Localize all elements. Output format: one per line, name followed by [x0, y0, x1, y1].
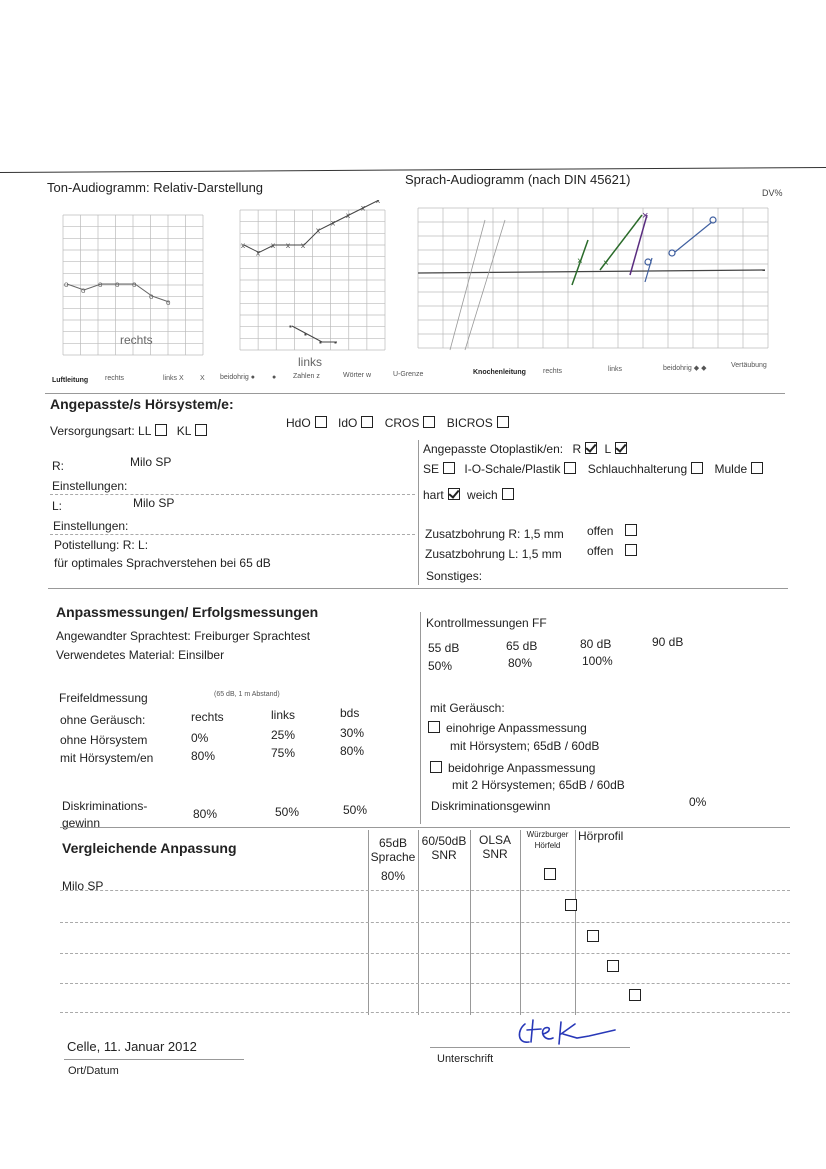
wue-checkbox-1[interactable] [544, 868, 556, 880]
sonstiges-label: Sonstiges: [426, 569, 483, 583]
hdo-checkbox[interactable] [315, 416, 327, 428]
material: Verwendetes Material: Einsilber [56, 648, 225, 662]
einstellungen-r: Einstellungen: [52, 479, 128, 493]
table-top-rule [60, 827, 790, 828]
table-row-rule [60, 922, 790, 923]
curve-r-point-4: o [132, 280, 137, 289]
beidohrig-checkbox[interactable] [430, 761, 442, 773]
schlauch-checkbox[interactable] [691, 462, 703, 474]
versorgungsart-label: Versorgungsart: LL [50, 424, 152, 438]
curve-l-point-0: x [241, 241, 245, 250]
vergleich-heading: Vergleichende Anpassung [62, 840, 237, 856]
freifeld-note: (65 dB, 1 m Abstand) [214, 691, 280, 698]
beidohrig-label: beidohrige Anpassmessung [448, 761, 596, 775]
col-bds: bds [340, 706, 360, 720]
bicros-checkbox[interactable] [497, 416, 509, 428]
row1-name: Milo SP [62, 879, 104, 893]
weich-checkbox[interactable] [502, 488, 514, 500]
label-right-ear: rechts [120, 333, 153, 347]
wue-checkbox-4[interactable] [607, 960, 619, 972]
col-wuerzburger [520, 829, 575, 851]
l-device: Milo SP [133, 496, 175, 510]
legend-beidohrig: beidohrig ● [220, 374, 255, 381]
einohrig-checkbox[interactable] [428, 721, 440, 733]
zusatzbohrung-r: Zusatzbohrung R: 1,5 mm [425, 527, 564, 541]
legend-rechts2: rechts [543, 368, 563, 375]
ort-datum-value: Celle, 11. Januar 2012 [67, 1039, 197, 1054]
curve-r-point-6: o [166, 298, 171, 307]
table-row-rule [60, 983, 790, 984]
k-90: 90 dB [652, 635, 684, 649]
curve-l-point-6: x [331, 218, 335, 228]
curve-l-point-3: x [286, 241, 290, 250]
legend-u-grenze: U-Grenze [393, 371, 424, 378]
mulde-checkbox[interactable] [751, 462, 763, 474]
legend-links: links X [163, 375, 184, 382]
curve-l-point-1: x [256, 248, 260, 258]
bicros-label: BICROS [446, 416, 493, 430]
ohne-geraeusch: ohne Geräusch: [60, 713, 146, 727]
col-65db-line2: Sprache [370, 850, 416, 864]
curve-l-point-2: ▪ [319, 338, 322, 347]
column-divider [420, 612, 421, 824]
offen-l-label: offen [587, 544, 614, 558]
hart-label: hart [423, 488, 444, 502]
io-schale-checkbox[interactable] [564, 462, 576, 474]
table-row-rule [60, 890, 790, 891]
legend-x: X [200, 375, 205, 382]
oto-r-checkbox[interactable] [585, 442, 597, 454]
diskrim-gewinn-label: Diskriminationsgewinn [431, 799, 551, 813]
curve-r-point-1: o [81, 286, 86, 295]
einohrig-row [428, 721, 587, 735]
svg-text:×: × [603, 258, 609, 269]
curve-r-point-2: o [98, 280, 103, 289]
material-row [423, 488, 514, 502]
hoersystem-heading: Angepasste/s Hörsystem/e: [50, 396, 234, 412]
oto-r-label: R [572, 442, 582, 456]
curve-l-point-0: ▪ [289, 322, 292, 331]
l-label: L: [52, 499, 63, 513]
beidohrig-row [430, 761, 595, 775]
wue-checkbox-3[interactable] [587, 930, 599, 942]
dv-label: DV% [762, 188, 783, 198]
diskrim-gewinn-val: 0% [689, 795, 707, 809]
messungen-heading: Anpassmessungen/ Erfolgsmessungen [56, 604, 319, 620]
col-6050-line1: 60/50dB [421, 834, 467, 848]
wue-checkbox-2[interactable] [565, 899, 577, 911]
divider [48, 588, 788, 589]
k-55: 55 dB [428, 641, 460, 655]
ll-checkbox[interactable] [155, 424, 167, 436]
versorgungsart [50, 424, 207, 438]
einohrig-sub: mit Hörsystem; 65dB / 60dB [450, 739, 600, 753]
ohne-links: 25% [271, 728, 296, 742]
curve-l-point-3: ▪ [334, 338, 337, 347]
svg-text:×: × [642, 210, 649, 222]
speech-audiogram-chart [410, 200, 770, 355]
se-checkbox[interactable] [443, 462, 455, 474]
k-65: 65 dB [506, 639, 538, 653]
offen-r-checkbox[interactable] [625, 524, 637, 536]
cros-checkbox[interactable] [423, 416, 435, 428]
curve-l-point-7: x [346, 211, 350, 220]
otoplastik-row [423, 442, 627, 456]
col-hoerprofil: Hörprofil [578, 829, 624, 843]
einohrig-label: einohrige Anpassmessung [446, 721, 587, 735]
legend-knochenleitung: Knochenleitung [473, 369, 526, 376]
k-80-val: 100% [582, 654, 613, 668]
diskrim-bds: 50% [343, 803, 368, 817]
svg-text:×: × [577, 256, 583, 267]
legend-zahlen: Zahlen z [293, 373, 320, 380]
weich-label: weich [467, 488, 498, 502]
ort-datum-line [64, 1059, 244, 1060]
table-row-rule [60, 1012, 790, 1013]
curve-l-point-4: x [301, 241, 305, 250]
k-55-val: 50% [428, 659, 453, 673]
legend-beidohrig2: beidohrig ◆ ◆ [663, 365, 707, 372]
r-label: R: [52, 459, 64, 473]
cros-label: CROS [384, 416, 420, 430]
ohne-hs-label: ohne Hörsystem [60, 733, 148, 747]
col-olsa-line1: OLSA [478, 833, 511, 847]
row1-65db: 80% [381, 869, 406, 883]
oto-l-checkbox[interactable] [615, 442, 627, 454]
se-label: SE [423, 462, 440, 476]
col-6050-line2: SNR [431, 848, 457, 862]
freifeld-label: Freifeldmessung [59, 691, 148, 705]
kl-checkbox[interactable] [195, 424, 207, 436]
col-6050 [418, 834, 470, 862]
offen-l-row [587, 544, 637, 558]
kontroll-heading: Kontrollmessungen FF [426, 616, 547, 630]
col-rechts: rechts [191, 710, 224, 724]
unterschrift-label: Unterschrift [437, 1053, 494, 1065]
curve-l-point-9: x [376, 200, 380, 205]
curve-r-point-5: o [149, 292, 154, 301]
hdo-label: HdO [286, 416, 311, 430]
col-wue-line1: Würzburger [526, 830, 569, 839]
legend-luftleitung: Luftleitung [52, 377, 89, 384]
legend-links2: links [608, 366, 623, 373]
zusatzbohrung-l: Zusatzbohrung L: 1,5 mm [425, 547, 562, 561]
optimal-text: für optimales Sprachverstehen bei 65 dB [54, 556, 271, 570]
r-device: Milo SP [130, 455, 172, 469]
offen-l-checkbox[interactable] [625, 544, 637, 556]
legend-dot: ● [272, 374, 277, 381]
otoplastik-type-row [423, 462, 763, 476]
hart-checkbox[interactable] [448, 488, 460, 500]
bauform-row [286, 416, 509, 430]
col-links: links [271, 708, 296, 722]
mit-geraeusch: mit Geräusch: [430, 701, 505, 715]
column-divider [418, 440, 419, 585]
mit-hs-label: mit Hörsystem/en [60, 751, 154, 765]
ido-checkbox[interactable] [361, 416, 373, 428]
potistellung: Potistellung: R: L: [54, 538, 149, 552]
ohne-rechts: 0% [191, 731, 209, 745]
mit-links: 75% [271, 746, 296, 760]
divider [45, 393, 785, 394]
curve-r-point-0: o [64, 280, 69, 289]
curve-r-point-3: o [115, 280, 120, 289]
k-65-val: 80% [508, 656, 533, 670]
speech-audiogram-title: Sprach-Audiogramm (nach DIN 45621) [405, 172, 631, 187]
col-65db-line1: 65dB [378, 836, 408, 850]
oto-l-label: L [604, 442, 612, 456]
tone-audiogram-title: Ton-Audiogramm: Relativ-Darstellung [47, 180, 264, 195]
wue-checkbox-5[interactable] [629, 989, 641, 1001]
col-65db [368, 836, 418, 864]
kl-label: KL [176, 424, 192, 438]
einstellungen-l: Einstellungen: [53, 519, 129, 533]
label-left-ear: links [298, 355, 323, 369]
beidohrig-sub: mit 2 Hörsystemen; 65dB / 60dB [452, 778, 625, 792]
ido-label: IdO [338, 416, 358, 430]
speech-curve-both [645, 217, 716, 282]
io-schale-label: I-O-Schale/Plastik [464, 462, 561, 476]
schlauch-label: Schlauchhalterung [587, 462, 688, 476]
legend-woerter: Wörter w [343, 372, 371, 379]
offen-r-label: offen [587, 524, 614, 538]
offen-r-row [587, 524, 637, 538]
legend-rechts: rechts [105, 375, 125, 382]
mit-rechts: 80% [191, 749, 216, 763]
curve-l-point-2: x [271, 241, 275, 250]
curve-l-point-8: x [361, 203, 365, 213]
diskrim-label2: gewinn [62, 816, 101, 830]
sprachtest: Angewandter Sprachtest: Freiburger Sprachtest [56, 629, 311, 643]
curve-l-point-5: x [316, 226, 320, 235]
ohne-bds: 30% [340, 726, 365, 740]
diskrim-rechts: 80% [193, 807, 218, 821]
handwritten-signature [515, 1012, 625, 1052]
col-olsa [470, 833, 520, 861]
diskrim-label1: Diskriminations- [62, 799, 148, 813]
ort-datum-label: Ort/Datum [68, 1065, 119, 1077]
rule [50, 534, 415, 535]
col-olsa-line2: SNR [482, 847, 508, 861]
table-row-rule [60, 953, 790, 954]
mulde-label: Mulde [714, 462, 748, 476]
k-80: 80 dB [580, 637, 612, 651]
col-wue-line2: Hörfeld [534, 841, 561, 850]
diskrim-links: 50% [275, 805, 300, 819]
legend-vertaubung: Vertäubung [731, 362, 767, 369]
tone-audiogram-left [232, 200, 392, 365]
rule [50, 494, 415, 495]
mit-bds: 80% [340, 744, 365, 758]
curve-l-point-1: ▪ [304, 330, 307, 339]
otoplastik-label: Angepasste Otoplastik/en: [423, 442, 564, 456]
